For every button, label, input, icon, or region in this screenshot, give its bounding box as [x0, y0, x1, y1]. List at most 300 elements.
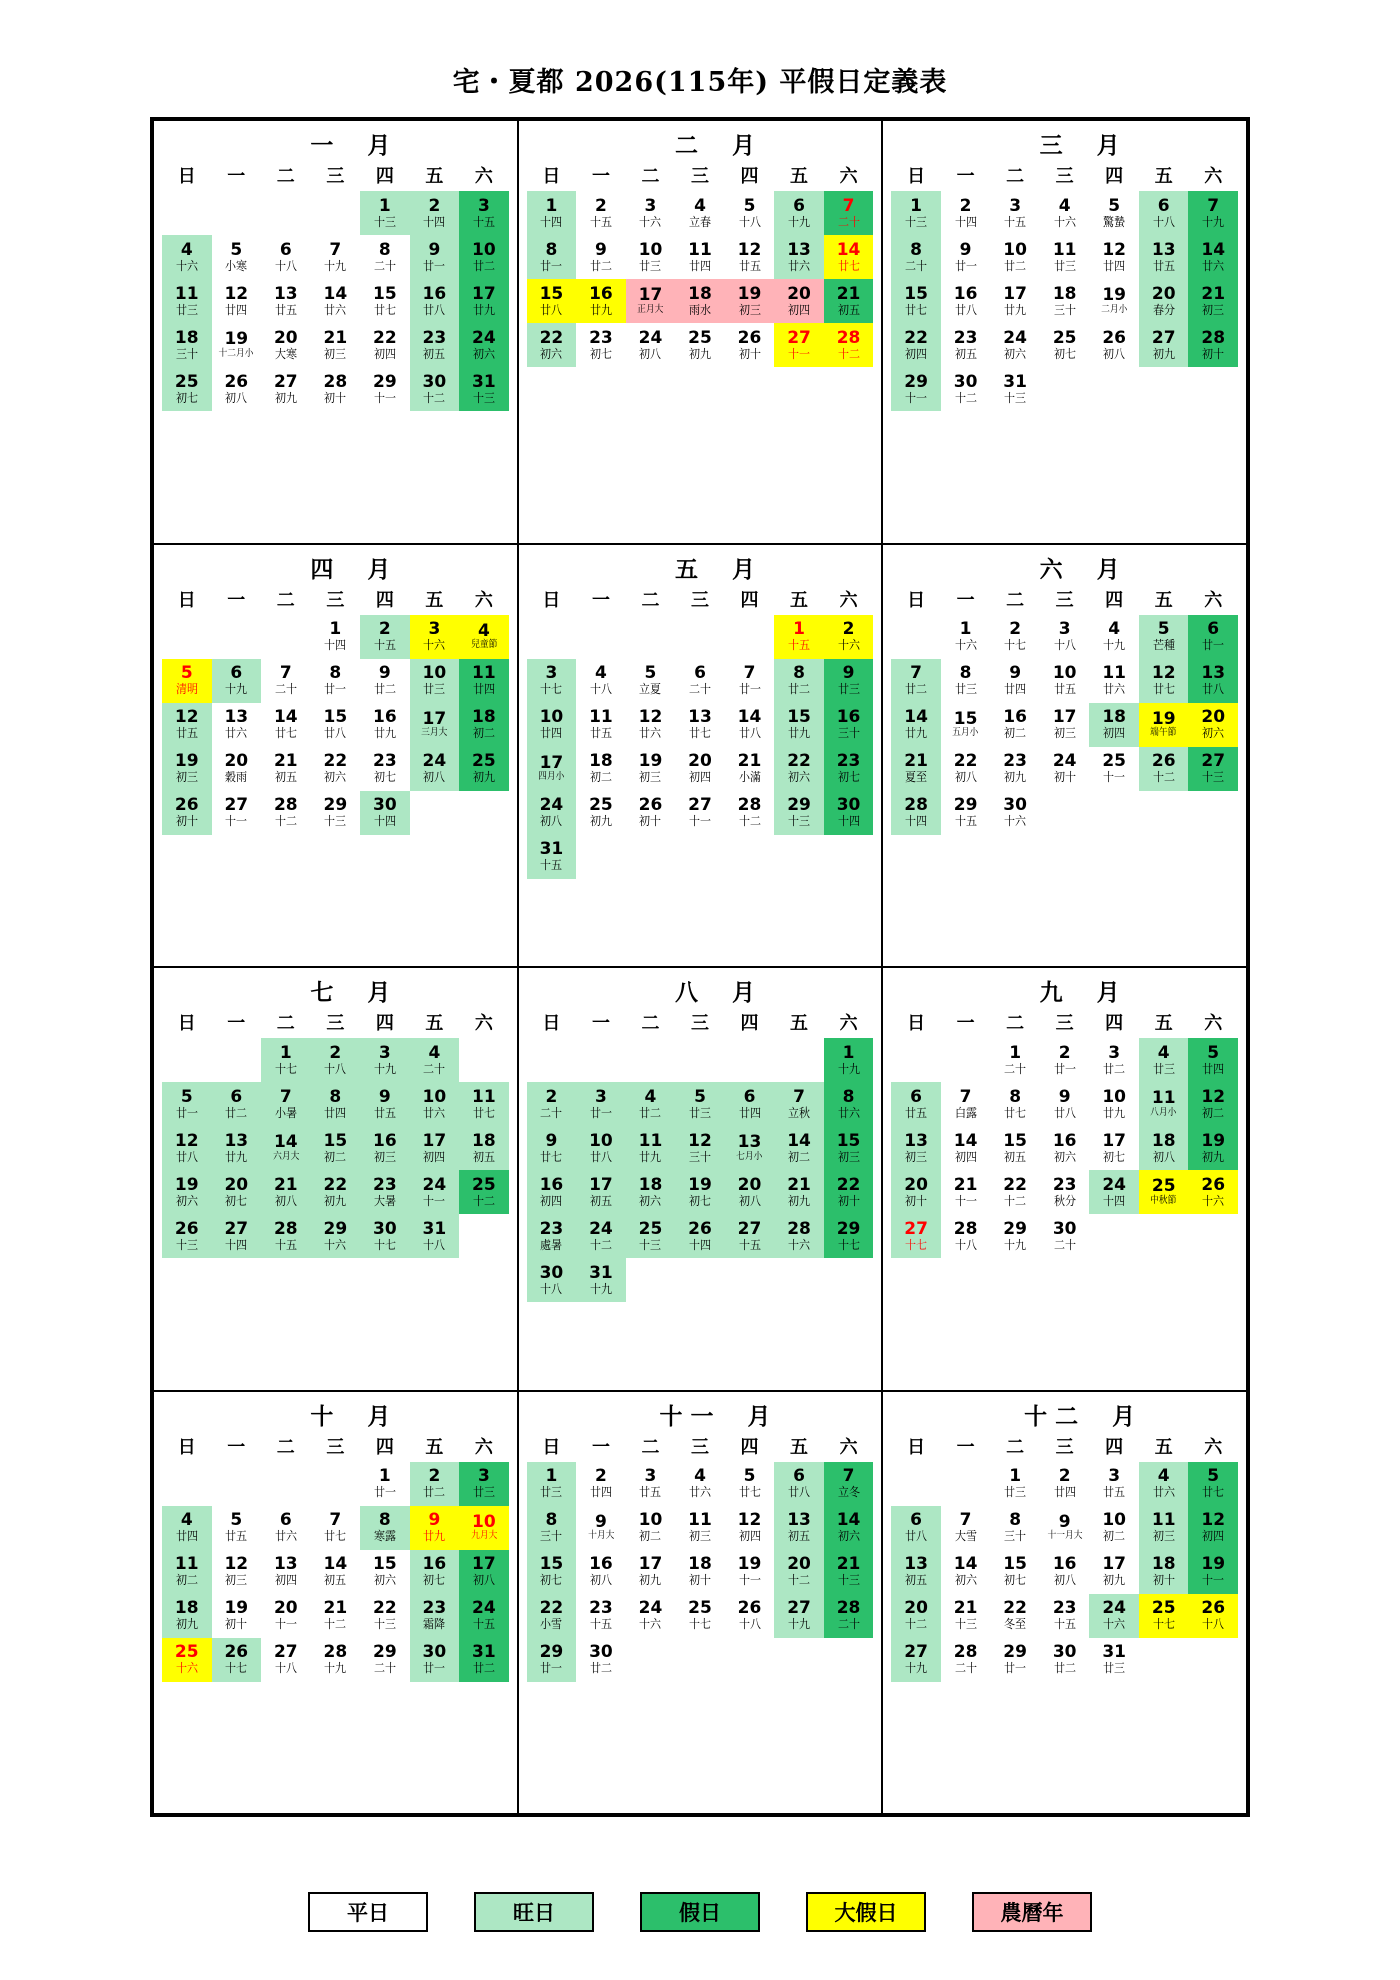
day-cell[interactable]: [626, 1126, 676, 1170]
day-cell[interactable]: [311, 1126, 361, 1170]
day-cell[interactable]: [774, 1082, 824, 1126]
day-cell[interactable]: [824, 191, 874, 235]
day-cell[interactable]: [576, 1082, 626, 1126]
day-cell[interactable]: [824, 791, 874, 835]
day-cell[interactable]: [261, 1038, 311, 1082]
day-cell[interactable]: [1139, 1506, 1189, 1550]
day-cell[interactable]: [725, 1170, 775, 1214]
day-cell[interactable]: [212, 1638, 262, 1682]
day-cell[interactable]: [1040, 1550, 1090, 1594]
day-cell[interactable]: [410, 279, 460, 323]
day-cell[interactable]: [410, 1082, 460, 1126]
day-cell[interactable]: [725, 1126, 775, 1170]
day-cell[interactable]: [212, 1506, 262, 1550]
day-cell[interactable]: [1040, 1038, 1090, 1082]
day-cell[interactable]: [990, 747, 1040, 791]
day-cell[interactable]: [261, 235, 311, 279]
day-cell[interactable]: [941, 1082, 991, 1126]
day-cell[interactable]: [626, 747, 676, 791]
day-cell[interactable]: [891, 279, 941, 323]
day-cell[interactable]: [675, 1594, 725, 1638]
day-cell[interactable]: [360, 703, 410, 747]
day-cell[interactable]: [410, 323, 460, 367]
day-cell[interactable]: [990, 1638, 1040, 1682]
day-cell[interactable]: [1188, 1126, 1238, 1170]
day-cell[interactable]: [774, 1506, 824, 1550]
day-cell[interactable]: [360, 1082, 410, 1126]
day-cell[interactable]: [1188, 1170, 1238, 1214]
day-cell[interactable]: [1089, 279, 1139, 323]
day-cell[interactable]: [891, 703, 941, 747]
day-cell[interactable]: [311, 791, 361, 835]
day-cell[interactable]: [990, 659, 1040, 703]
day-cell[interactable]: [891, 1550, 941, 1594]
day-cell[interactable]: [774, 235, 824, 279]
day-cell[interactable]: [891, 367, 941, 411]
day-cell[interactable]: [162, 1550, 212, 1594]
day-cell[interactable]: [941, 703, 991, 747]
day-cell[interactable]: [1139, 659, 1189, 703]
day-cell[interactable]: [1040, 279, 1090, 323]
day-cell[interactable]: [626, 279, 676, 323]
day-cell[interactable]: [725, 235, 775, 279]
day-cell[interactable]: [212, 367, 262, 411]
day-cell[interactable]: [212, 1126, 262, 1170]
day-cell[interactable]: [1188, 1506, 1238, 1550]
day-cell[interactable]: [941, 1550, 991, 1594]
day-cell[interactable]: [459, 279, 509, 323]
day-cell[interactable]: [1040, 1082, 1090, 1126]
day-cell[interactable]: [824, 323, 874, 367]
day-cell[interactable]: [1040, 1170, 1090, 1214]
day-cell[interactable]: [576, 1214, 626, 1258]
day-cell[interactable]: [261, 1082, 311, 1126]
day-cell[interactable]: [824, 747, 874, 791]
day-cell[interactable]: [725, 747, 775, 791]
day-cell[interactable]: [1139, 235, 1189, 279]
day-cell[interactable]: [527, 747, 577, 791]
day-cell[interactable]: [626, 1462, 676, 1506]
day-cell[interactable]: [360, 747, 410, 791]
day-cell[interactable]: [626, 191, 676, 235]
day-cell[interactable]: [162, 279, 212, 323]
day-cell[interactable]: [410, 1170, 460, 1214]
day-cell[interactable]: [774, 1170, 824, 1214]
day-cell[interactable]: [162, 659, 212, 703]
day-cell[interactable]: [626, 1214, 676, 1258]
day-cell[interactable]: [1188, 1462, 1238, 1506]
day-cell[interactable]: [626, 1506, 676, 1550]
day-cell[interactable]: [1188, 703, 1238, 747]
day-cell[interactable]: [990, 1170, 1040, 1214]
day-cell[interactable]: [162, 1506, 212, 1550]
day-cell[interactable]: [774, 323, 824, 367]
day-cell[interactable]: [725, 1594, 775, 1638]
day-cell[interactable]: [725, 1082, 775, 1126]
day-cell[interactable]: [410, 235, 460, 279]
day-cell[interactable]: [162, 791, 212, 835]
day-cell[interactable]: [891, 1126, 941, 1170]
day-cell[interactable]: [527, 1214, 577, 1258]
day-cell[interactable]: [261, 1594, 311, 1638]
day-cell[interactable]: [1040, 1638, 1090, 1682]
day-cell[interactable]: [459, 191, 509, 235]
day-cell[interactable]: [576, 791, 626, 835]
day-cell[interactable]: [725, 323, 775, 367]
day-cell[interactable]: [941, 323, 991, 367]
day-cell[interactable]: [261, 1638, 311, 1682]
day-cell[interactable]: [459, 1126, 509, 1170]
day-cell[interactable]: [1139, 703, 1189, 747]
day-cell[interactable]: [774, 1214, 824, 1258]
day-cell[interactable]: [527, 323, 577, 367]
day-cell[interactable]: [1188, 615, 1238, 659]
day-cell[interactable]: [459, 1506, 509, 1550]
day-cell[interactable]: [1139, 1082, 1189, 1126]
day-cell[interactable]: [311, 1638, 361, 1682]
day-cell[interactable]: [1089, 747, 1139, 791]
day-cell[interactable]: [675, 1506, 725, 1550]
day-cell[interactable]: [311, 279, 361, 323]
day-cell[interactable]: [824, 279, 874, 323]
day-cell[interactable]: [891, 1082, 941, 1126]
day-cell[interactable]: [527, 1638, 577, 1682]
day-cell[interactable]: [675, 1126, 725, 1170]
day-cell[interactable]: [576, 1462, 626, 1506]
day-cell[interactable]: [941, 191, 991, 235]
day-cell[interactable]: [410, 1462, 460, 1506]
day-cell[interactable]: [410, 659, 460, 703]
day-cell[interactable]: [261, 703, 311, 747]
day-cell[interactable]: [261, 1126, 311, 1170]
day-cell[interactable]: [360, 235, 410, 279]
day-cell[interactable]: [824, 1506, 874, 1550]
day-cell[interactable]: [1139, 279, 1189, 323]
day-cell[interactable]: [576, 703, 626, 747]
day-cell[interactable]: [1040, 191, 1090, 235]
day-cell[interactable]: [360, 279, 410, 323]
day-cell[interactable]: [360, 659, 410, 703]
day-cell[interactable]: [824, 659, 874, 703]
day-cell[interactable]: [527, 835, 577, 879]
day-cell[interactable]: [824, 1038, 874, 1082]
day-cell[interactable]: [212, 1082, 262, 1126]
day-cell[interactable]: [891, 1594, 941, 1638]
day-cell[interactable]: [891, 1638, 941, 1682]
day-cell[interactable]: [774, 747, 824, 791]
day-cell[interactable]: [725, 1550, 775, 1594]
day-cell[interactable]: [1139, 1462, 1189, 1506]
day-cell[interactable]: [311, 703, 361, 747]
day-cell[interactable]: [1089, 1038, 1139, 1082]
day-cell[interactable]: [261, 791, 311, 835]
day-cell[interactable]: [1089, 1462, 1139, 1506]
day-cell[interactable]: [527, 1126, 577, 1170]
day-cell[interactable]: [459, 235, 509, 279]
day-cell[interactable]: [626, 791, 676, 835]
day-cell[interactable]: [410, 703, 460, 747]
day-cell[interactable]: [311, 1082, 361, 1126]
day-cell[interactable]: [162, 1082, 212, 1126]
day-cell[interactable]: [410, 367, 460, 411]
day-cell[interactable]: [261, 1550, 311, 1594]
day-cell[interactable]: [941, 1594, 991, 1638]
day-cell[interactable]: [725, 1506, 775, 1550]
day-cell[interactable]: [1089, 659, 1139, 703]
day-cell[interactable]: [1188, 279, 1238, 323]
day-cell[interactable]: [212, 703, 262, 747]
day-cell[interactable]: [1188, 1594, 1238, 1638]
day-cell[interactable]: [990, 323, 1040, 367]
day-cell[interactable]: [990, 1038, 1040, 1082]
day-cell[interactable]: [725, 791, 775, 835]
day-cell[interactable]: [576, 1594, 626, 1638]
day-cell[interactable]: [261, 659, 311, 703]
day-cell[interactable]: [675, 191, 725, 235]
day-cell[interactable]: [459, 367, 509, 411]
day-cell[interactable]: [459, 1594, 509, 1638]
day-cell[interactable]: [774, 1550, 824, 1594]
day-cell[interactable]: [360, 1506, 410, 1550]
day-cell[interactable]: [941, 659, 991, 703]
day-cell[interactable]: [459, 747, 509, 791]
day-cell[interactable]: [1188, 235, 1238, 279]
day-cell[interactable]: [1139, 747, 1189, 791]
day-cell[interactable]: [1139, 1550, 1189, 1594]
day-cell[interactable]: [1089, 323, 1139, 367]
day-cell[interactable]: [212, 1170, 262, 1214]
day-cell[interactable]: [527, 1550, 577, 1594]
day-cell[interactable]: [774, 659, 824, 703]
day-cell[interactable]: [261, 279, 311, 323]
day-cell[interactable]: [774, 703, 824, 747]
day-cell[interactable]: [941, 615, 991, 659]
day-cell[interactable]: [990, 1462, 1040, 1506]
day-cell[interactable]: [311, 747, 361, 791]
day-cell[interactable]: [410, 1038, 460, 1082]
day-cell[interactable]: [675, 235, 725, 279]
day-cell[interactable]: [891, 791, 941, 835]
day-cell[interactable]: [626, 1170, 676, 1214]
day-cell[interactable]: [527, 1170, 577, 1214]
day-cell[interactable]: [1188, 1550, 1238, 1594]
day-cell[interactable]: [162, 747, 212, 791]
day-cell[interactable]: [360, 323, 410, 367]
day-cell[interactable]: [1040, 323, 1090, 367]
day-cell[interactable]: [162, 1126, 212, 1170]
day-cell[interactable]: [824, 1126, 874, 1170]
day-cell[interactable]: [824, 1214, 874, 1258]
day-cell[interactable]: [311, 323, 361, 367]
day-cell[interactable]: [360, 1550, 410, 1594]
day-cell[interactable]: [459, 1638, 509, 1682]
day-cell[interactable]: [1040, 1126, 1090, 1170]
day-cell[interactable]: [1040, 703, 1090, 747]
day-cell[interactable]: [675, 1550, 725, 1594]
day-cell[interactable]: [1089, 1126, 1139, 1170]
day-cell[interactable]: [311, 1506, 361, 1550]
day-cell[interactable]: [1089, 703, 1139, 747]
day-cell[interactable]: [576, 1258, 626, 1302]
day-cell[interactable]: [1089, 1550, 1139, 1594]
day-cell[interactable]: [675, 791, 725, 835]
day-cell[interactable]: [990, 1214, 1040, 1258]
day-cell[interactable]: [941, 235, 991, 279]
day-cell[interactable]: [941, 367, 991, 411]
day-cell[interactable]: [527, 703, 577, 747]
day-cell[interactable]: [824, 615, 874, 659]
day-cell[interactable]: [1139, 1126, 1189, 1170]
day-cell[interactable]: [410, 191, 460, 235]
day-cell[interactable]: [1040, 615, 1090, 659]
day-cell[interactable]: [941, 1214, 991, 1258]
day-cell[interactable]: [311, 659, 361, 703]
day-cell[interactable]: [162, 1214, 212, 1258]
day-cell[interactable]: [360, 1038, 410, 1082]
day-cell[interactable]: [527, 1462, 577, 1506]
day-cell[interactable]: [459, 615, 509, 659]
day-cell[interactable]: [459, 1082, 509, 1126]
day-cell[interactable]: [311, 1550, 361, 1594]
day-cell[interactable]: [576, 1506, 626, 1550]
day-cell[interactable]: [675, 279, 725, 323]
day-cell[interactable]: [410, 747, 460, 791]
day-cell[interactable]: [576, 1550, 626, 1594]
day-cell[interactable]: [311, 367, 361, 411]
day-cell[interactable]: [675, 747, 725, 791]
day-cell[interactable]: [459, 1462, 509, 1506]
day-cell[interactable]: [527, 235, 577, 279]
day-cell[interactable]: [576, 747, 626, 791]
day-cell[interactable]: [725, 659, 775, 703]
day-cell[interactable]: [941, 747, 991, 791]
day-cell[interactable]: [410, 1550, 460, 1594]
day-cell[interactable]: [527, 1082, 577, 1126]
day-cell[interactable]: [675, 1170, 725, 1214]
day-cell[interactable]: [527, 659, 577, 703]
day-cell[interactable]: [1040, 1594, 1090, 1638]
day-cell[interactable]: [990, 1550, 1040, 1594]
day-cell[interactable]: [360, 1126, 410, 1170]
day-cell[interactable]: [1040, 1462, 1090, 1506]
day-cell[interactable]: [1040, 659, 1090, 703]
day-cell[interactable]: [212, 235, 262, 279]
day-cell[interactable]: [941, 1126, 991, 1170]
day-cell[interactable]: [311, 1170, 361, 1214]
day-cell[interactable]: [212, 791, 262, 835]
day-cell[interactable]: [774, 615, 824, 659]
day-cell[interactable]: [1089, 191, 1139, 235]
day-cell[interactable]: [891, 747, 941, 791]
day-cell[interactable]: [626, 323, 676, 367]
day-cell[interactable]: [459, 703, 509, 747]
day-cell[interactable]: [1188, 323, 1238, 367]
day-cell[interactable]: [824, 235, 874, 279]
day-cell[interactable]: [1188, 1038, 1238, 1082]
day-cell[interactable]: [162, 1638, 212, 1682]
day-cell[interactable]: [360, 191, 410, 235]
day-cell[interactable]: [1089, 235, 1139, 279]
day-cell[interactable]: [626, 1550, 676, 1594]
day-cell[interactable]: [1089, 1170, 1139, 1214]
day-cell[interactable]: [626, 659, 676, 703]
day-cell[interactable]: [527, 1506, 577, 1550]
day-cell[interactable]: [576, 191, 626, 235]
day-cell[interactable]: [527, 1258, 577, 1302]
day-cell[interactable]: [162, 1170, 212, 1214]
day-cell[interactable]: [261, 323, 311, 367]
day-cell[interactable]: [527, 191, 577, 235]
day-cell[interactable]: [941, 791, 991, 835]
day-cell[interactable]: [1139, 1594, 1189, 1638]
day-cell[interactable]: [459, 1170, 509, 1214]
day-cell[interactable]: [1089, 1594, 1139, 1638]
day-cell[interactable]: [990, 235, 1040, 279]
day-cell[interactable]: [891, 659, 941, 703]
day-cell[interactable]: [212, 1550, 262, 1594]
day-cell[interactable]: [576, 1170, 626, 1214]
day-cell[interactable]: [360, 1462, 410, 1506]
day-cell[interactable]: [824, 703, 874, 747]
day-cell[interactable]: [1139, 1038, 1189, 1082]
day-cell[interactable]: [212, 1214, 262, 1258]
day-cell[interactable]: [990, 367, 1040, 411]
day-cell[interactable]: [675, 703, 725, 747]
day-cell[interactable]: [824, 1594, 874, 1638]
day-cell[interactable]: [162, 1594, 212, 1638]
day-cell[interactable]: [212, 279, 262, 323]
day-cell[interactable]: [360, 791, 410, 835]
day-cell[interactable]: [725, 1462, 775, 1506]
day-cell[interactable]: [410, 1214, 460, 1258]
day-cell[interactable]: [261, 747, 311, 791]
day-cell[interactable]: [990, 703, 1040, 747]
day-cell[interactable]: [941, 279, 991, 323]
day-cell[interactable]: [725, 191, 775, 235]
day-cell[interactable]: [360, 367, 410, 411]
day-cell[interactable]: [990, 1126, 1040, 1170]
day-cell[interactable]: [990, 279, 1040, 323]
day-cell[interactable]: [162, 323, 212, 367]
day-cell[interactable]: [1188, 1082, 1238, 1126]
day-cell[interactable]: [626, 703, 676, 747]
day-cell[interactable]: [311, 235, 361, 279]
day-cell[interactable]: [1139, 615, 1189, 659]
day-cell[interactable]: [212, 659, 262, 703]
day-cell[interactable]: [360, 615, 410, 659]
day-cell[interactable]: [576, 323, 626, 367]
day-cell[interactable]: [162, 367, 212, 411]
day-cell[interactable]: [824, 1462, 874, 1506]
day-cell[interactable]: [725, 1214, 775, 1258]
day-cell[interactable]: [675, 1214, 725, 1258]
day-cell[interactable]: [990, 1506, 1040, 1550]
day-cell[interactable]: [162, 235, 212, 279]
day-cell[interactable]: [774, 1462, 824, 1506]
day-cell[interactable]: [1089, 1638, 1139, 1682]
day-cell[interactable]: [675, 323, 725, 367]
day-cell[interactable]: [990, 191, 1040, 235]
day-cell[interactable]: [162, 703, 212, 747]
day-cell[interactable]: [1040, 747, 1090, 791]
day-cell[interactable]: [675, 659, 725, 703]
day-cell[interactable]: [410, 1638, 460, 1682]
day-cell[interactable]: [311, 1594, 361, 1638]
day-cell[interactable]: [891, 1506, 941, 1550]
day-cell[interactable]: [261, 1170, 311, 1214]
day-cell[interactable]: [990, 615, 1040, 659]
day-cell[interactable]: [576, 235, 626, 279]
